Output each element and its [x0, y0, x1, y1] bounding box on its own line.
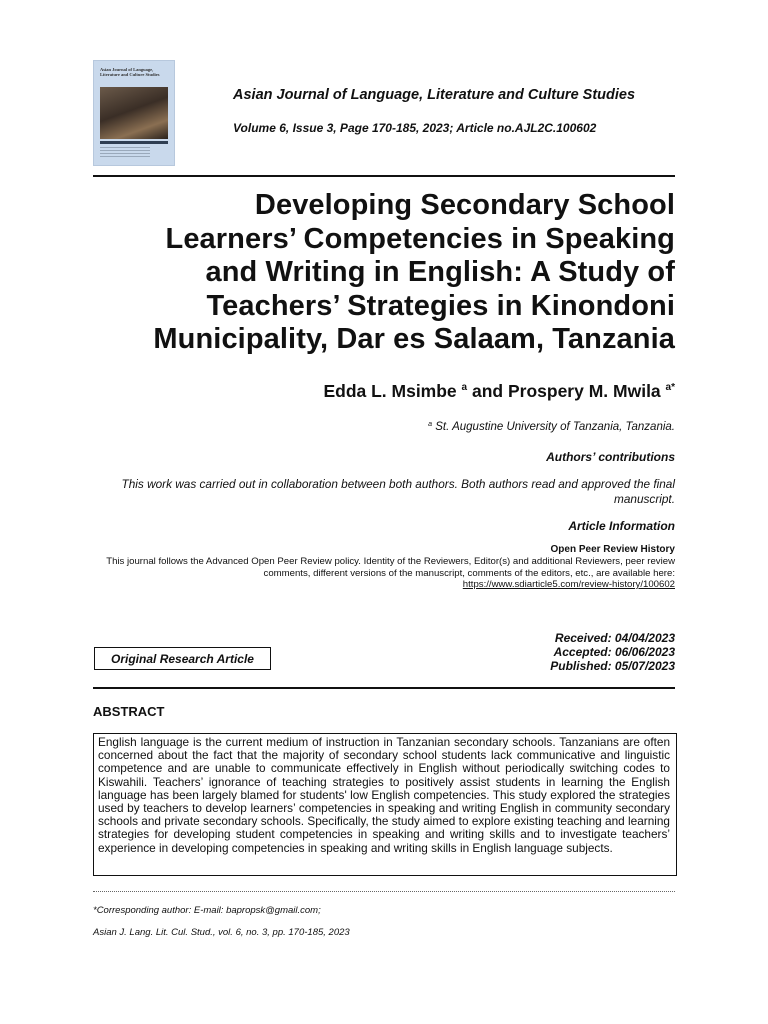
article-type-badge — [94, 647, 271, 670]
abstract-box — [93, 733, 677, 876]
author-list — [323, 381, 675, 402]
title-line: Teachers’ Strategies in Kinondoni — [206, 289, 675, 322]
published-date: Published: 05/07/2023 — [550, 659, 675, 673]
footnote-divider — [93, 891, 675, 892]
author-affiliation-mark: a* — [665, 382, 675, 393]
title-line: and Writing in English: A Study of — [205, 256, 675, 288]
citation-line: Asian J. Lang. Lit. Cul. Stud., vol. 6, no. 3, pp. 170-185, 2023 — [93, 927, 350, 938]
article-info-heading: Article Information — [568, 519, 675, 533]
cover-photo — [100, 87, 168, 139]
author-name: Prospery M. Mwila — [507, 381, 661, 401]
header-rule — [93, 175, 675, 177]
affiliation-mark: a — [428, 421, 433, 428]
article-title — [95, 189, 675, 357]
affiliation-text: St. Augustine University of Tanzania, Tanzania. — [435, 421, 675, 433]
contributions-text: This work was carried out in collaboration between both authors. Both authors read and approved the final manuscript. — [121, 477, 675, 506]
article-dates — [550, 631, 675, 673]
cover-bar — [100, 141, 168, 144]
title-line: Learners’ Competencies in Speaking — [165, 222, 675, 255]
section-rule — [93, 687, 675, 689]
received-date: Received: 04/04/2023 — [554, 631, 675, 645]
abstract-text: English language is the current medium of instruction in Tanzanian secondary schools. Tanzanians are often concerned about the fact that the majority of secondary school students lack communicative and linguistic competence and are unable to communicate effectively in English without periodically switching codes to Kiswahili. Teachers’ ignorance of teaching strategies to positively assist students in learning the English language has been largely blamed for students' low English competencies. This study explored the strategies used by teachers to develop learners’ competencies in speaking and writing English in community secondary schools and private secondary schools. Specifically, the study aimed to explore existing teaching and learning strategies for developing student competencies in speaking and writing skills and to investigate teachers’ experience in developing competencies in speaking and writing skills in English language subjects. — [98, 735, 670, 855]
journal-cover-thumbnail — [93, 60, 175, 166]
affiliation — [428, 421, 675, 433]
volume-info: Volume 6, Issue 3, Page 170-185, 2023; Article no.AJL2C.100602 — [233, 121, 597, 135]
corresponding-author: *Corresponding author: E-mail: bapropsk@gmail.com; — [93, 905, 321, 916]
peer-review-body: This journal follows the Advanced Open Peer Review policy. Identity of the Reviewers, Editor(s) and additional Reviewers, peer review comments, different versions of the manuscript, comments of the editors, etc., are available here: — [106, 556, 675, 579]
abstract-heading: ABSTRACT — [93, 704, 165, 719]
article-type-label: Original Research Article — [111, 651, 254, 666]
author-affiliation-mark: a — [461, 382, 468, 393]
peer-review-text — [85, 556, 675, 591]
author-name: Edda L. Msimbe — [323, 381, 457, 401]
cover-title: Asian Journal of Language, Literature and Culture Studies — [100, 67, 160, 77]
peer-review-link[interactable]: https://www.sdiarticle5.com/review-history/100602 — [462, 579, 675, 591]
peer-review-heading: Open Peer Review History — [550, 544, 675, 555]
cover-fine-print — [100, 147, 150, 148]
title-line: Developing Secondary School — [254, 189, 675, 221]
title-line: Municipality, Dar es Salaam, Tanzania — [153, 323, 675, 355]
author-conjunction: and — [471, 381, 504, 401]
contributions-heading: Authors’ contributions — [546, 450, 675, 464]
accepted-date: Accepted: 06/06/2023 — [553, 645, 675, 659]
journal-name: Asian Journal of Language, Literature and Culture Studies — [233, 87, 636, 103]
